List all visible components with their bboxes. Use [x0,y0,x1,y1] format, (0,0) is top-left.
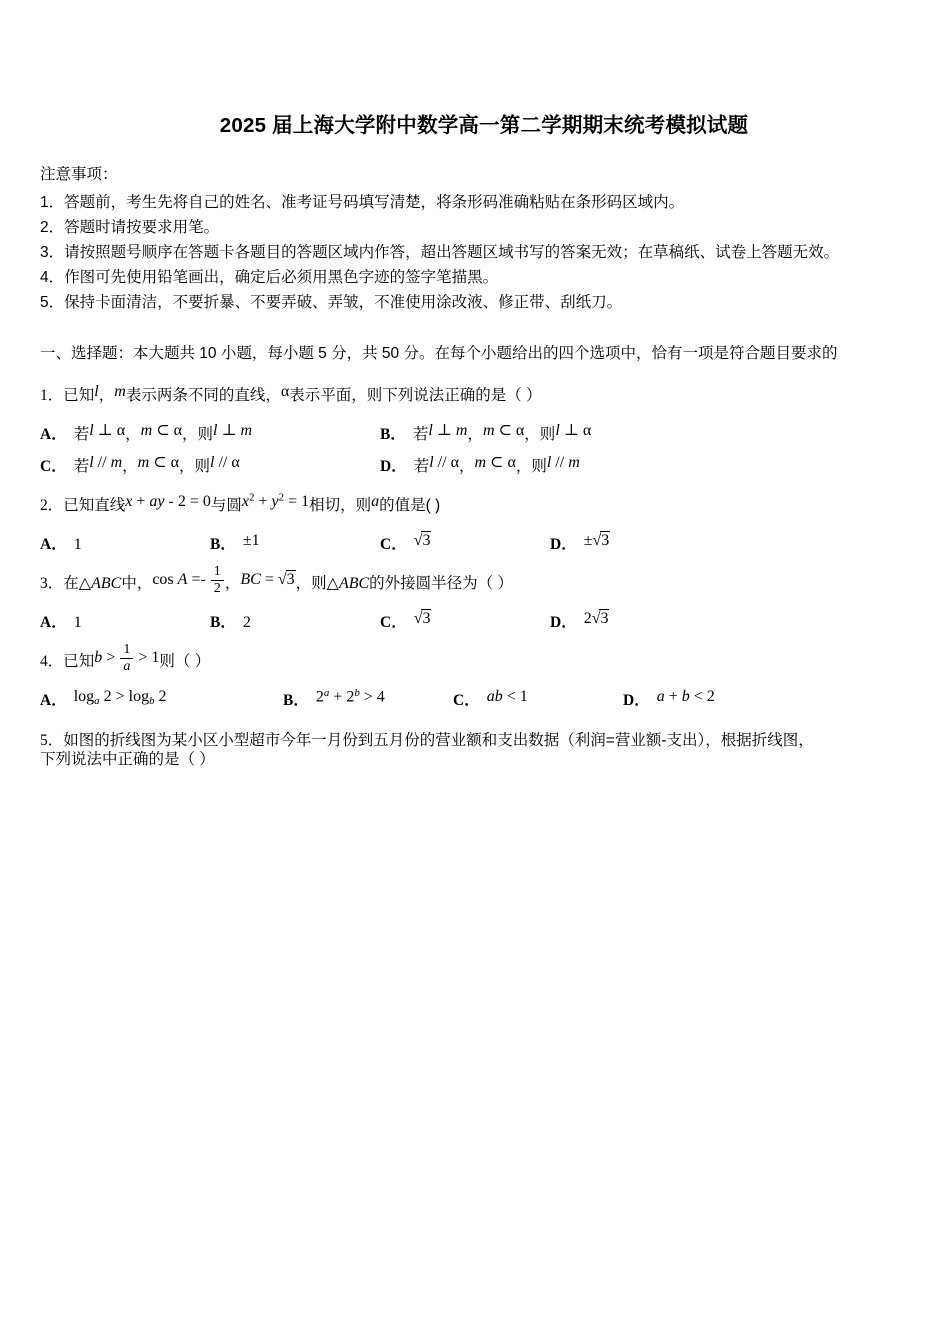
option-lead: 若 [412,426,429,444]
option-label: B． [210,614,236,632]
notice-list [40,190,910,316]
option-value: √3 [413,610,431,628]
option-3-C[interactable] [380,610,550,632]
math-expr: l ⊥ α [89,422,126,440]
notice-item: 1．答题前，考生先将自己的姓名、准考证号码填写清楚，将条形码准确粘贴在条形码区域内。 [40,194,685,211]
question-3-stem-mid: 中， [121,575,153,593]
question-1-stem-mid: 表示两条不同的直线， [125,387,281,405]
notice-heading: 注意事项： [40,166,118,183]
notice-item: 5．保持卡面清洁，不要折暴、不要弄破、弄皱，不准使用涂改液、修正带、刮纸刀。 [40,294,623,312]
option-label: B． [380,426,406,444]
math-line-m: m [114,383,126,401]
comma: ， [98,387,115,405]
math-expr: m ⊂ α [140,422,182,440]
option-2-B[interactable] [210,532,380,554]
question-3 [40,563,910,600]
option-1-A[interactable] [40,422,380,444]
option-value: ±√3 [583,532,610,550]
question-1-stem-pre: 已知 [63,387,95,405]
option-1-B[interactable] [380,422,591,444]
comma: ， [125,426,141,444]
question-3-number: 3． [40,575,64,593]
question-1-number: 1． [40,387,64,405]
option-value: ab < 1 [486,688,528,706]
question-3-stem-end: 的外接圆半径为（ ） [369,575,513,593]
option-value: ±1 [242,532,260,550]
option-label: C． [380,614,407,632]
math-expr: l ⊥ m [213,422,253,440]
math-triangle-abc: △ABC [326,575,370,593]
option-then: ，则 [179,458,211,476]
question-2-stem-pre: 已知直线 [63,497,126,515]
option-label: D． [380,458,407,476]
math-line-l: l [94,383,99,401]
page-title: 2025 届上海大学附中数学高一第二学期期末统考模拟试题 [219,114,749,137]
math-expr: m ⊂ α [137,454,179,472]
math-ineq: b > $\frac{1}{a}$ > 1 [94,641,160,674]
question-1 [40,380,910,412]
option-1-C[interactable] [40,454,380,476]
math-expr: l // m [89,454,123,472]
question-2-stem-mid: 与圆 [210,497,242,515]
option-value: 1 [73,536,82,554]
question-1-options-row-2 [40,454,910,476]
question-3-stem-pre: 在 [63,575,79,593]
comma: ， [122,458,138,476]
math-expr: m ⊂ α [474,454,516,472]
option-label: D． [550,536,577,554]
question-3-options [40,610,910,632]
option-label: C． [40,458,67,476]
option-label: B． [210,536,236,554]
question-1-stem-post: 表示平面，则下列说法正确的是（ ） [289,387,542,405]
comma: ， [467,426,483,444]
question-4-stem-pre: 已知 [63,653,95,671]
question-2 [40,490,910,522]
math-expr: l // α [429,454,459,472]
option-4-A[interactable] [40,688,283,711]
option-3-B[interactable] [210,610,380,632]
option-lead: 若 [73,426,90,444]
math-bc: BC = √3 [240,571,295,589]
comma: ， [224,575,241,593]
option-2-C[interactable] [380,532,550,554]
option-1-D[interactable] [380,454,580,476]
question-5-number: 5． [40,732,64,750]
option-label: D． [550,614,577,632]
question-4-stem-post: 则（ ） [159,653,211,671]
option-4-C[interactable] [453,688,623,711]
option-then: ，则 [515,458,547,476]
option-label: A． [40,614,67,632]
question-4 [40,641,910,678]
option-lead: 若 [413,458,430,476]
option-4-D[interactable] [623,688,715,711]
option-label: B． [283,692,309,710]
option-label: A． [40,426,67,444]
math-expr: $x^2 + y^2 = 1$ [241,491,310,511]
math-var-a: a [371,493,380,511]
notice-item: 3．请按照题号顺序在答题卡各题目的答题区域内作答，超出答题区域书写的答案无效；在草稿纸、试卷上答题无效。 [40,244,840,262]
section-heading: 一、选择题：本大题共 10 小题，每小题 5 分，共 50 分。在每个小题给出的四个选项中，恰有一项是符合题目要求的 [40,344,838,362]
notice-item: 2．答题时请按要求用笔。 [40,219,220,237]
option-value: √3 [413,532,431,550]
option-label: C． [453,692,480,710]
math-expr: x + ay - 2 = 0 [125,493,211,511]
option-2-A[interactable] [40,532,210,554]
option-2-D[interactable] [550,532,610,554]
math-expr: l // α [210,454,240,472]
option-value: a + b < 2 [656,688,715,706]
option-value: 1 [73,614,82,632]
option-4-B[interactable] [283,688,453,711]
math-cos-a: cos A =- $\frac{1}{2}$ [152,571,225,588]
option-label: D． [623,692,650,710]
option-label: A． [40,536,67,554]
question-1-options-row-1 [40,422,910,444]
question-2-stem-end: 的值是( ) [379,497,441,515]
math-expr: l ⊥ m [428,422,468,440]
option-then: ，则 [524,426,556,444]
question-3-stem-post: ，则 [295,575,327,593]
option-value: 2 [242,614,251,632]
option-label: A． [40,692,67,710]
question-5-stem-line1: 如图的折线图为某小区小型超市今年一月份到五月份的营业额和支出数据（利润=营业额-支出），根据折线图， [63,732,814,750]
math-expr: l // m [546,454,580,472]
question-4-options [40,688,910,711]
option-label: C． [380,536,407,554]
option-value: $\log_a 2 > \log_b 2$ [73,688,167,708]
math-expr: l ⊥ α [555,422,592,440]
question-4-number: 4． [40,653,64,671]
option-3-D[interactable] [550,610,609,632]
option-lead: 若 [73,458,90,476]
option-value: 2$^a$ + 2$^b$ > 4 [315,686,385,706]
notice-item: 4．作图可先使用铅笔画出，确定后必须用黑色字迹的签字笔描黑。 [40,269,499,287]
question-2-stem-post: 相切，则 [309,497,372,515]
question-5-stem-line2: 下列说法中正确的是（ ） [40,751,215,769]
option-value: 2√3 [583,610,609,628]
question-2-options [40,532,910,554]
option-then: ，则 [181,426,213,444]
option-3-A[interactable] [40,610,210,632]
question-2-number: 2． [40,497,64,515]
comma: ， [458,458,475,476]
math-plane-alpha: α [280,383,290,401]
math-expr: m ⊂ α [482,422,525,440]
math-triangle-abc: △ABC [78,575,122,593]
page-content [40,108,910,775]
